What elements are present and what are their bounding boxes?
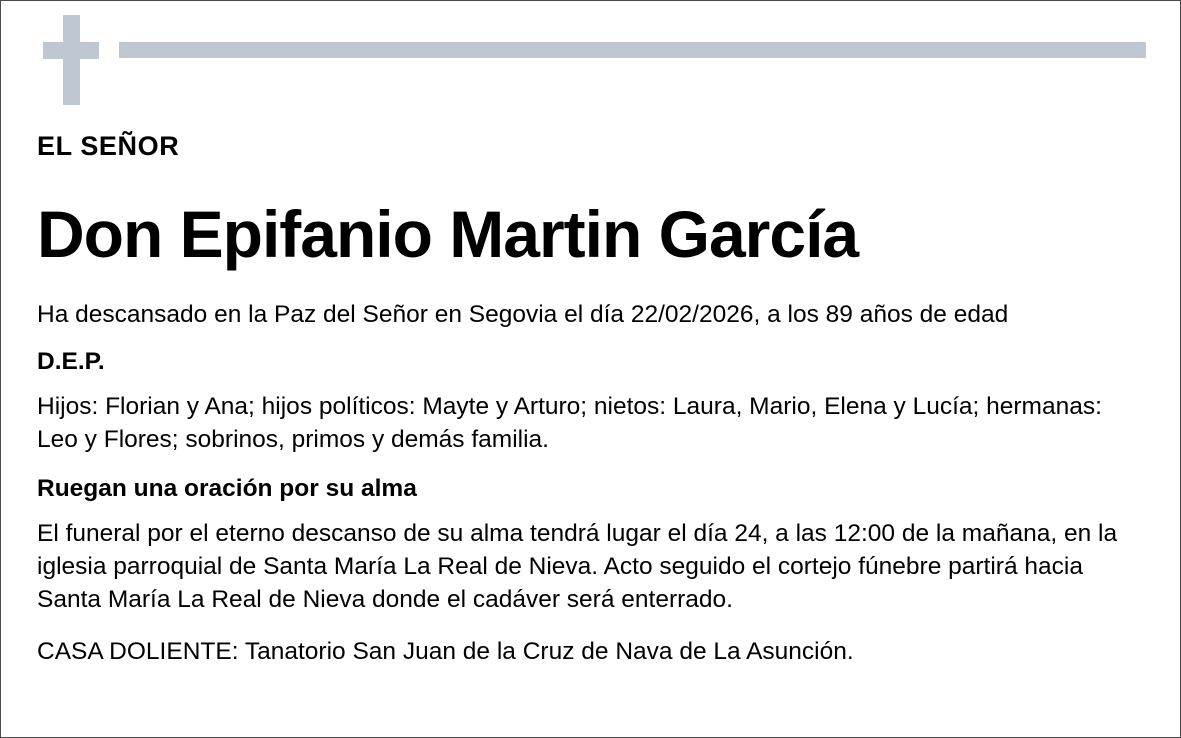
cross-horizontal-bar bbox=[43, 42, 99, 59]
notice-content bbox=[1, 131, 1180, 669]
header-rule-bar bbox=[119, 42, 1146, 58]
family-list: Hijos: Florian y Ana; hijos políticos: Mayte y Arturo; nietos: Laura, Mario, Elena y Lucía; hermanas: Leo y Flores; sobrinos, primos y demás familia. bbox=[37, 392, 1102, 453]
deceased-name: Don Epifanio Martin García bbox=[37, 197, 859, 271]
header-band bbox=[1, 1, 1180, 119]
dep-line: D.E.P. bbox=[37, 347, 105, 375]
cross-icon bbox=[43, 15, 99, 105]
cross-vertical-bar bbox=[63, 15, 80, 105]
funeral-details: El funeral por el eterno descanso de su alma tendrá lugar el día 24, a las 12:00 de la mañana, en la iglesia parroquial de Santa María La Real de Nieva. Acto seguido el cortejo fúnebre partirá hacia Santa María La Real de Nieva donde el cadáver será enterrado. bbox=[37, 519, 1118, 613]
wake-location: CASA DOLIENTE: Tanatorio San Juan de la Cruz de Nava de La Asunción. bbox=[37, 638, 854, 666]
prayer-request: Ruegan una oración por su alma bbox=[37, 474, 417, 502]
honorific-eyebrow: EL SEÑOR bbox=[37, 131, 180, 161]
death-line: Ha descansado en la Paz del Señor en Segovia el día 22/02/2026, a los 89 años de edad bbox=[37, 301, 1009, 329]
